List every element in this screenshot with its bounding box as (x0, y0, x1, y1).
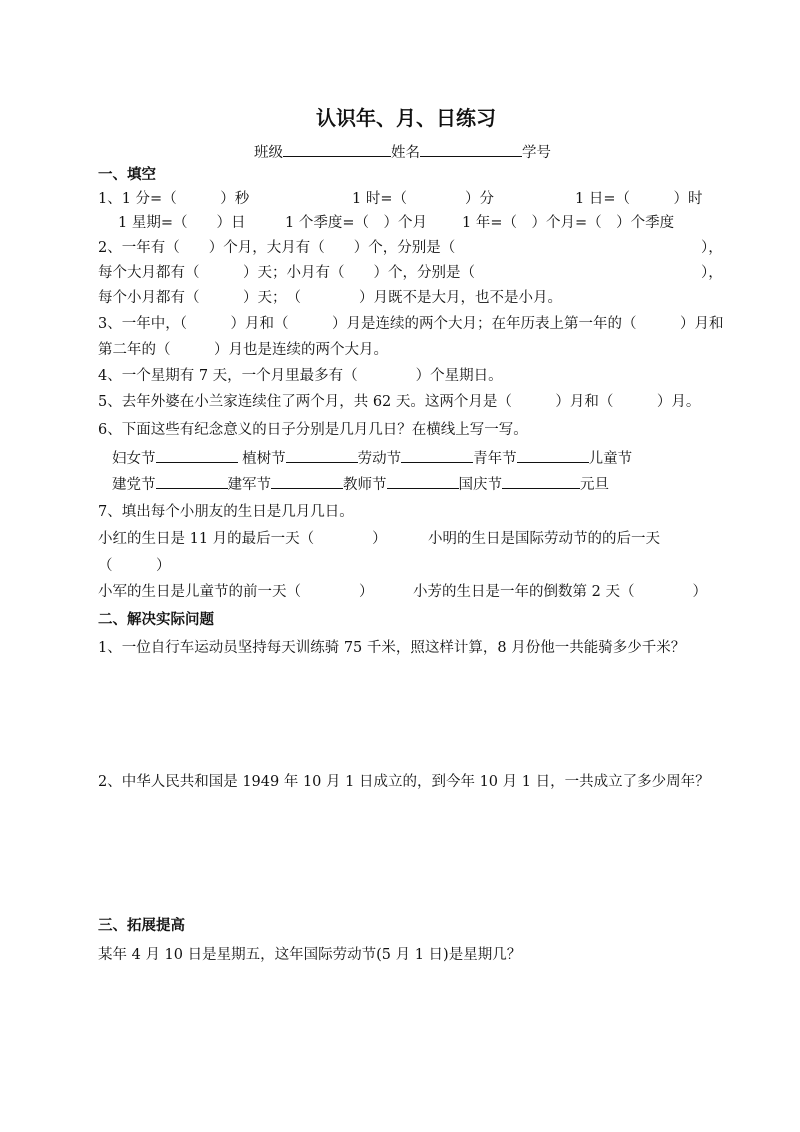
section-heading-extension: 三、拓展提高 (98, 918, 185, 934)
holiday-label: 儿童节 (588, 451, 633, 467)
page-title: 认识年、月、日练习 (316, 106, 496, 130)
holiday-blank[interactable] (156, 474, 228, 489)
section-heading-fill: 一、填空 (98, 167, 156, 183)
q6-row-2 (112, 474, 609, 495)
holiday-blank[interactable] (271, 474, 343, 489)
q7-line: 7、填出每个小朋友的生日是几月几日。 (98, 504, 354, 520)
section-heading-problems: 二、解决实际问题 (98, 612, 214, 628)
number-label: 学号 (522, 145, 551, 161)
holiday-blank[interactable] (156, 448, 238, 463)
q2a-end: ）， (701, 240, 723, 256)
holiday-label: 劳动节 (357, 451, 402, 467)
q2b-text: 每个大月都有（ ）天；小月有（ ）个，分别是（ (98, 265, 475, 281)
q2b-end: ）， (701, 265, 723, 281)
q1-item-week: 1 星期=（ ）日 (118, 215, 246, 231)
q1-item-year: 1 年=（ ）个月=（ ）个季度 (462, 215, 675, 231)
q1-item-minute: 1、1 分=（ ）秒 (98, 191, 250, 207)
q2a-text: 2、一年有（ ）个月，大月有（ ）个，分别是（ (98, 240, 456, 256)
q5-line: 5、去年外婆在小兰家连续住了两个月，共 62 天。这两个月是（ ）月和（ ）月。 (98, 394, 701, 410)
q6-row-1 (112, 448, 632, 469)
student-info-line (254, 142, 551, 163)
class-blank[interactable] (283, 142, 391, 157)
holiday-label: 青年节 (473, 451, 517, 467)
name-blank[interactable] (420, 142, 522, 157)
holiday-label: 元旦 (580, 477, 609, 493)
holiday-blank[interactable] (286, 448, 358, 463)
name-label: 姓名 (391, 145, 420, 161)
problem-2: 2、中华人民共和国是 1949 年 10 月 1 日成立的，到今年 10 月 1 日，一共成立了多少周年？ (98, 774, 710, 790)
q6-line: 6、下面这些有纪念意义的日子分别是几月几日？在横线上写一写。 (98, 422, 528, 438)
q1-item-day: 1 日=（ ）时 (575, 191, 703, 207)
holiday-blank[interactable] (502, 474, 580, 489)
q7-xiaojun: 小军的生日是儿童节的前一天（ ） (98, 584, 374, 600)
class-label: 班级 (254, 145, 283, 161)
holiday-blank[interactable] (387, 474, 459, 489)
q3-row-b: 第二年的（ ）月也是连续的两个大月。 (98, 342, 388, 358)
extension-problem: 某年 4 月 10 日是星期五，这年国际劳动节(5 月 1 日)是星期几？ (98, 947, 522, 963)
holiday-label: 建军节 (227, 477, 271, 493)
q7-xiaoming: 小明的生日是国际劳动节的的后一天 (428, 531, 660, 547)
q3-row-a: 3、一年中，（ ）月和（ ）月是连续的两个大月；在年历表上第一年的（ ）月和 (98, 316, 724, 332)
q1-item-hour: 1 时=（ ）分 (352, 191, 494, 207)
holiday-label: 建党节 (112, 477, 156, 493)
holiday-label: 国庆节 (458, 477, 502, 493)
q2-row-c: 每个小月都有（ ）天； （ ）月既不是大月，也不是小月。 (98, 290, 562, 306)
q4-line: 4、一个星期有 7 天，一个月里最多有（ ）个星期日。 (98, 368, 503, 384)
problem-1: 1、一位自行车运动员坚持每天训练骑 75 千米，照这样计算，8 月份他一共能骑多少千米？ (98, 640, 686, 656)
q7-xiaofang: 小芳的生日是一年的倒数第 2 天（ ） (413, 584, 707, 600)
holiday-label: 教师节 (343, 477, 387, 493)
q7-xiaohong: 小红的生日是 11 月的最后一天（ ） (98, 531, 387, 547)
q1-item-quarter: 1 个季度=（ ）个月 (285, 215, 427, 231)
q7-row-b: （ ） (98, 558, 171, 574)
holiday-blank[interactable] (517, 448, 589, 463)
holiday-blank[interactable] (401, 448, 473, 463)
holiday-label: 妇女节 (112, 451, 156, 467)
holiday-label: 植树节 (242, 451, 286, 467)
